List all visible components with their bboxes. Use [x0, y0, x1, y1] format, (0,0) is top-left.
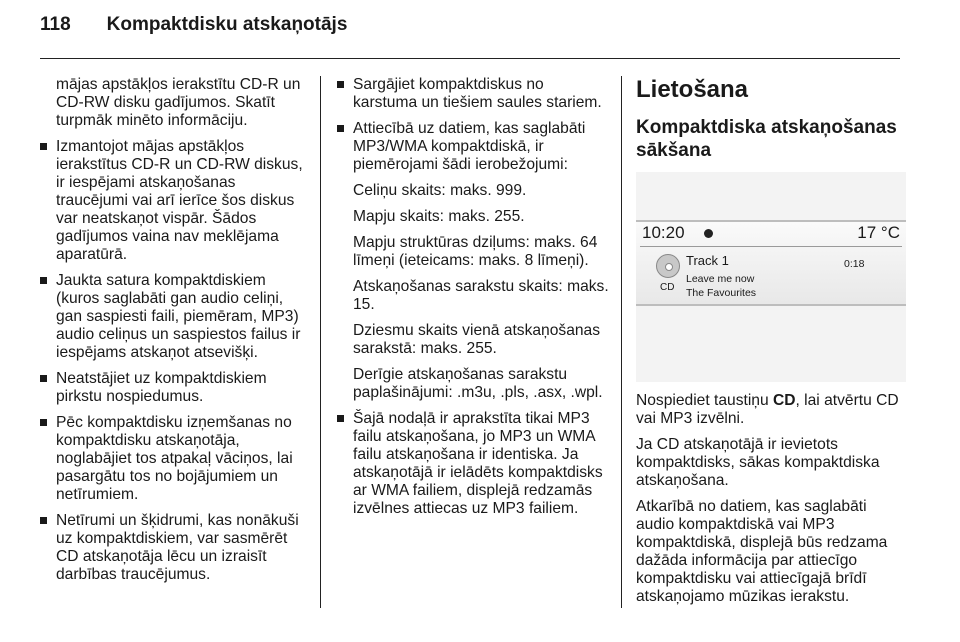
autoplay-paragraph: Ja CD atskaņotājā ir ievietots kompaktdisks, sākas kompaktdiska atskaņošana.: [636, 436, 880, 489]
limit-playlist-count: Atskaņošanas sarakstu skaits: maks. 15.: [353, 278, 609, 313]
intro-paragraph: mājas apstākļos ierakstītu CD-R un CD-RW disku gadījumos. Skatīt turpmāk minēto informāciju.: [56, 76, 301, 129]
section-heading: Lietošana: [636, 76, 749, 103]
subsection-heading: Kompaktdiska atskaņošanas sākšana: [636, 117, 897, 161]
list-item: [337, 76, 609, 112]
temperature-readout: 17 °C: [857, 223, 900, 242]
cd-key-label: CD: [772, 392, 796, 409]
artist-name: The Favourites: [686, 287, 757, 299]
column-divider-1: [320, 76, 321, 608]
song-title: Leave me now: [686, 273, 755, 285]
list-item-text: Šajā nodaļā ir aprakstīta tikai MP3 failu atskaņošana, jo MP3 un WMA failu atskaņošana ir identiska. Ja atskaņotājā ir ielādēts kompaktdisks ar WMA failiem, displejā redzamās izvēlnes attiecas uz MP3 failiem.: [353, 410, 603, 517]
page-number: 118: [40, 14, 71, 35]
bullet-icon: [40, 419, 47, 426]
column-2: [337, 76, 609, 526]
bullet-list-2: [337, 76, 609, 174]
bullet-icon: [40, 517, 47, 524]
list-item: [40, 138, 308, 264]
list-item: [40, 512, 308, 584]
cd-disc-icon: [656, 254, 680, 278]
limit-track-count: Celiņu skaits: maks. 999.: [353, 182, 527, 199]
list-item-text: Neatstājiet uz kompaktdiskiem pirkstu nospiedumus.: [56, 370, 267, 405]
list-item: [337, 120, 609, 174]
list-item-text: Izmantojot mājas apstākļos ierakstītus CD-R un CD-RW diskus, ir iespējami atskaņošanas traucējumi vai arī ierīce šos diskus var neatskaņot vispār. Šādos gadījumos vaina nav meklējama aparatūrā.: [56, 138, 303, 263]
list-item-text: Attiecībā uz datiem, kas saglabāti MP3/WMA kompaktdiskā, ir piemērojami šādi ierobežojumi:: [353, 120, 586, 173]
list-item: [40, 414, 308, 504]
list-item: [40, 370, 308, 406]
display-divider: [640, 246, 902, 247]
limit-folder-depth: Mapju struktūras dziļums: maks. 64 līmeņi (ieteicams: maks. 8 līmeņi).: [353, 234, 598, 269]
limit-playlist-extensions: Derīgie atskaņošanas sarakstu paplašinājumi: .m3u, .pls, .asx, .wpl.: [353, 366, 603, 401]
track-title: Track 1: [686, 253, 729, 268]
bullet-icon: [337, 415, 344, 422]
bullet-icon: [337, 125, 344, 132]
list-item: [337, 410, 609, 518]
list-item-text: Sargājiet kompaktdiskus no karstuma un tiešiem saules stariem.: [353, 76, 602, 111]
bullet-icon: [337, 81, 344, 88]
page-header: [40, 14, 347, 44]
column-3: [636, 76, 906, 614]
cd-key-text-after: , lai atvērtu CD vai MP3 izvēlni.: [636, 392, 899, 427]
display-info-paragraph: Atkarībā no datiem, kas saglabāti audio kompaktdiskā vai MP3 kompaktdiskā, displejā būs redzama dažāda informācija par attiecīgo kompaktdisku vai attiecīgajā brīdī atskaņojamo mūzikas ierakstu.: [636, 498, 888, 605]
header-rule: [40, 58, 900, 59]
bullet-list-1: [40, 138, 308, 584]
clock-readout: 10:20: [642, 223, 685, 242]
elapsed-time: 0:18: [844, 258, 865, 270]
cd-source-label: CD: [660, 282, 675, 293]
list-item-text: Netīrumi un šķidrumi, kas nonākuši uz kompaktdiskiem, var sasmērēt CD atskaņotāja lēcu un izraisīt darbības traucējumus.: [56, 512, 299, 583]
column-divider-2: [621, 76, 622, 608]
page-title: Kompaktdisku atskaņotājs: [106, 14, 348, 35]
bullet-icon: [40, 143, 47, 150]
bullet-list-3: [337, 410, 609, 518]
list-item: [40, 272, 308, 362]
column-1: [40, 76, 308, 592]
cd-key-paragraph: [636, 392, 906, 428]
radio-display: [636, 220, 906, 306]
limit-songs-per-playlist: Dziesmu skaits vienā atskaņošanas sarakstā: maks. 255.: [353, 322, 601, 357]
cd-key-text-before: Nospiediet taustiņu: [636, 392, 773, 409]
list-item-text: Jaukta satura kompaktdiskiem (kuros saglabāti gan audio celiņi, gan saspiesti faili, piemēram, MP3) audio celiņus un saspiestos failus ir iespējams atskaņot atsevišķi.: [56, 272, 301, 361]
bullet-icon: [40, 375, 47, 382]
bullet-icon: [40, 277, 47, 284]
list-item-text: Pēc kompaktdisku izņemšanas no kompaktdisku atskaņotāja, noglabājiet tos atpakaļ vāciņos, lai pasargātu tos no bojājumiem un netīrumiem.: [56, 414, 293, 503]
display-screenshot: [636, 172, 906, 382]
limit-folder-count: Mapju skaits: maks. 255.: [353, 208, 525, 225]
status-dot-icon: [704, 229, 713, 238]
